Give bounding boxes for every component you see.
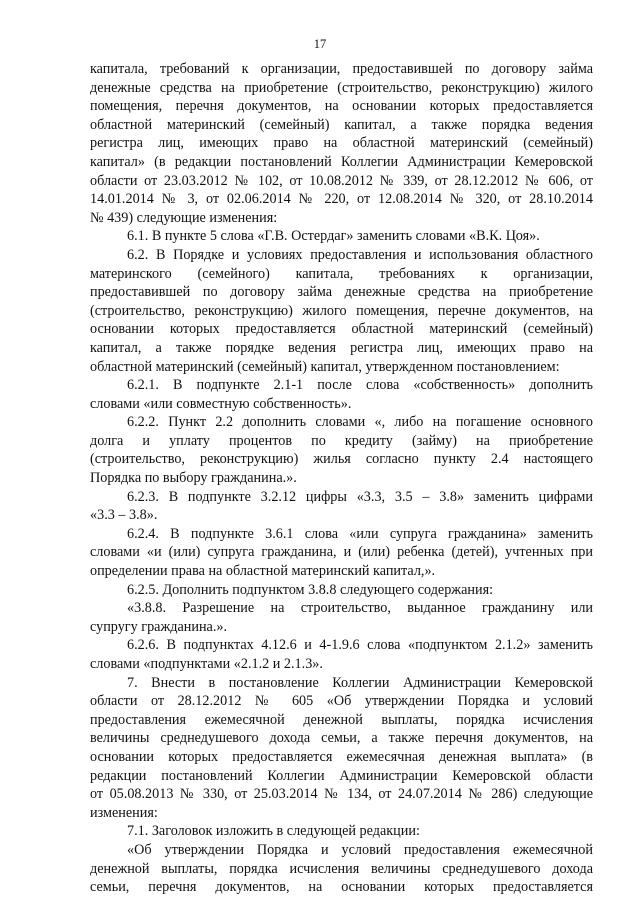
text-line: области от 23.03.2012 № 102, от 10.08.2012 № 339, от 28.12.2012 № 606, от <box>90 172 593 189</box>
text-line: 6.2.6. В подпунктах 4.12.6 и 4-1.9.6 слова «подпунктом 2.1.2» заменить <box>127 637 593 654</box>
text-line: области от 28.12.2012 № 605 «Об утверждении Порядка и условий <box>90 693 593 710</box>
text-line: 6.2.1. В подпункте 2.1-1 после слова «собственность» дополнить <box>127 377 593 394</box>
text-line: помещения, перечня документов, на основании которых предоставляется <box>90 98 593 115</box>
text-line: 6.2.3. В подпункте 3.2.12 цифры «3.3, 3.5 – 3.8» заменить цифрами <box>127 488 593 505</box>
page-number: 17 <box>313 37 327 51</box>
text-line: капитал» (в редакции постановлений Коллегии Администрации Кемеровской <box>90 153 593 170</box>
text-line: 6.1. В пункте 5 слова «Г.В. Остердаг» заменить словами «В.К. Цоя». <box>127 228 540 245</box>
text-line: «Об утверждении Порядка и условий предоставления ежемесячной <box>127 841 593 858</box>
text-line: определении права на областной материнский капитал,». <box>90 563 436 580</box>
text-line: 6.2. В Порядке и условиях предоставления и использования областного <box>127 246 593 263</box>
text-line: семьи, перечня документов, на основании которых предоставляется <box>90 879 593 896</box>
text-line: 7.1. Заголовок изложить в следующей редакции: <box>127 823 420 840</box>
text-line: величины среднедушевого дохода семьи, а также перечня документов, на <box>90 730 593 747</box>
text-line: «3.3 – 3.8». <box>90 507 158 524</box>
text-line: 7. Внести в постановление Коллегии Администрации Кемеровской <box>127 674 593 691</box>
text-line: (строительство, реконструкцию) жилья согласно пункту 2.4 настоящего <box>90 451 593 468</box>
text-line: денежной выплаты, порядка исчисления величины среднедушевого дохода <box>90 860 593 877</box>
text-line: редакции постановлений Коллегии Администрации Кемеровской области <box>90 767 593 784</box>
text-line: областной материнский (семейный) капитал, а также порядка ведения <box>90 116 593 133</box>
text-line: материнского (семейного) капитала, требованиях к организации, <box>90 265 593 282</box>
text-line: Порядка по выбору гражданина.». <box>90 470 297 487</box>
text-line: предоставления ежемесячной денежной выплаты, порядка исчисления <box>90 711 593 728</box>
document-body-text <box>90 60 593 897</box>
text-line: супругу гражданина.». <box>90 618 228 635</box>
text-line: словами «и (или) супруга гражданина, и (или) ребенка (детей), учтенных при <box>90 544 593 561</box>
text-line: капитала, требований к организации, предоставившей по договору займа <box>90 61 593 77</box>
text-line: словами «подпунктами «2.1.2 и 2.1.3». <box>90 656 323 672</box>
text-line: 6.2.4. В подпункте 3.6.1 слова «или супруга гражданина» заменить <box>127 525 593 542</box>
text-line: (строительство, реконструкцию) жилого помещения, перечне документов, на <box>90 302 593 319</box>
text-line: 6.2.5. Дополнить подпунктом 3.8.8 следующего содержания: <box>127 581 494 598</box>
text-line: основании которых предоставляется областной материнский (семейный) <box>90 321 593 338</box>
text-line: денежные средства на приобретение (строительство, реконструкцию) жилого <box>90 79 593 96</box>
text-line: основании которых предоставляется ежемесячная денежная выплата» (в <box>90 748 593 765</box>
text-line: капитал, а также порядке ведения регистра лиц, имеющих право на <box>90 339 593 356</box>
text-line: от 05.08.2013 № 330, от 25.03.2014 № 134, от 24.07.2014 № 286) следующие <box>90 786 593 803</box>
text-line: регистра лиц, имеющих право на областной материнский (семейный) <box>90 135 593 152</box>
text-line: 14.01.2014 № 3, от 02.06.2014 № 220, от 12.08.2014 № 320, от 28.10.2014 <box>90 191 593 208</box>
text-line: словами «или совместную собственность». <box>90 395 352 412</box>
text-line: 6.2.2. Пункт 2.2 дополнить словами «, либо на погашение основного <box>127 414 593 431</box>
text-line: изменения: <box>90 804 158 821</box>
text-line: предоставившей по договору займа денежные средства на приобретение <box>90 284 593 301</box>
text-line: долга и уплату процентов по кредиту (займу) на приобретение <box>90 432 593 449</box>
text-line: областной материнский (семейный) капитал, утвержденном постановлением: <box>90 358 560 375</box>
text-line: «3.8.8. Разрешение на строительство, выданное гражданину или <box>127 600 593 617</box>
text-line: № 439) следующие изменения: <box>90 209 278 226</box>
